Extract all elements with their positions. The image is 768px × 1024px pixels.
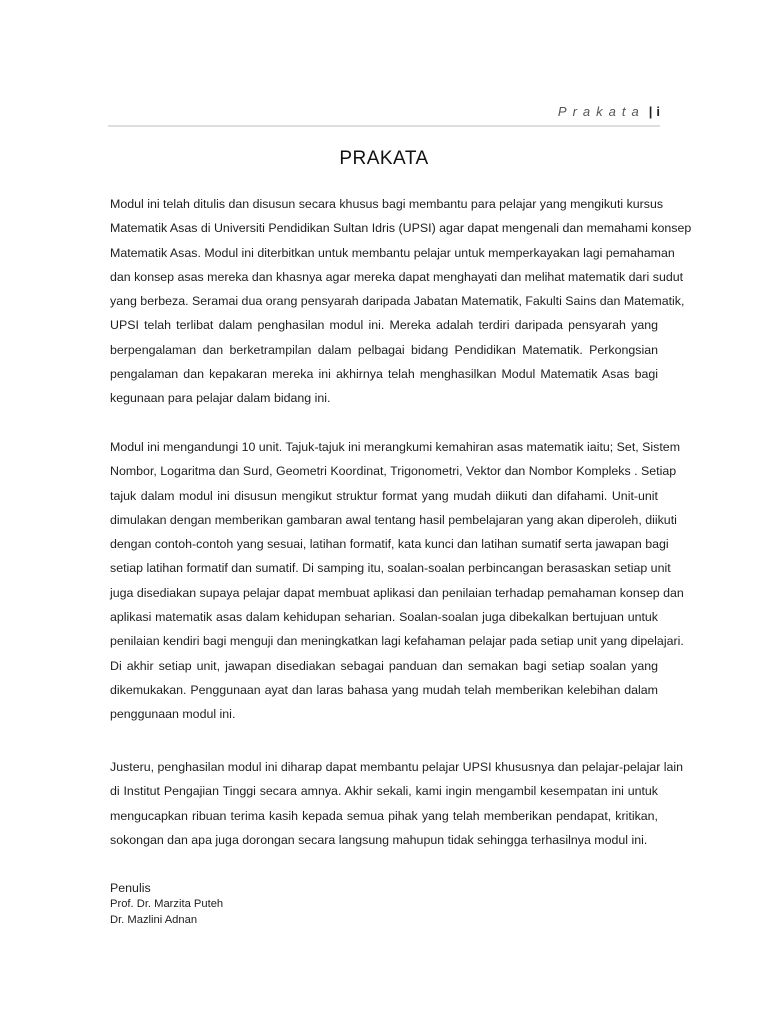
paragraph-line: aplikasi matematik asas dalam kehidupan seharian. Soalan-soalan juga dibekalkan bertujuan untuk [110,610,658,625]
header-separator: | [648,104,653,119]
paragraph-line: Di akhir setiap unit, jawapan disediakan sebagai panduan dan semakan bagi setiap soalan yang [110,658,658,673]
paragraph-introduction [110,192,692,411]
paragraph-line: UPSI telah terlibat dalam penghasilan modul ini. Mereka adalah terdiri daripada pensyarah yang [110,318,658,333]
paragraph-line: Modul ini telah ditulis dan disusun secara khusus bagi membantu para pelajar yang mengikuti kursus [110,197,664,211]
header-rule [108,125,660,127]
paragraph-line: dengan contoh-contoh yang sesuai, latihan formatif, kata kunci dan latihan sumatif serta jawapan bagi [110,537,669,552]
header-section-name: Prakata [557,104,645,119]
header-page-number: i [656,104,660,119]
paragraph-line: pengalaman dan kepakaran mereka ini akhirnya telah menghasilkan Modul Matematik Asas bagi [110,367,658,382]
paragraph-line: sokongan dan apa juga dorongan secara langsung mahupun tidak sehingga terhasilnya modul ini. [110,832,648,847]
paragraph-line: penilaian kendiri bagi menguji dan meningkatkan lagi kefahaman pelajar pada setiap unit yang dipelajari. [110,634,684,649]
page-title: PRAKATA [339,148,429,169]
paragraph-line: Justeru, penghasilan modul ini diharap dapat membantu pelajar UPSI khususnya dan pelajar-pelajar lain [110,760,684,774]
paragraph-content [110,435,684,727]
paragraph-line: Matematik Asas. Modul ini diterbitkan untuk membantu pelajar untuk memperkayakan lagi pemahaman [110,245,675,260]
paragraph-line: juga disediakan supaya pelajar dapat membuat aplikasi dan penilaian terhadap pemahaman konsep dan [110,585,684,600]
paragraph-line: penggunaan modul ini. [110,707,236,722]
author-name: Dr. Mazlini Adnan [110,914,198,926]
paragraph-closing [110,755,684,852]
paragraph-line: tajuk dalam modul ini disusun mengikut struktur format yang mudah diikuti dan difahami. Unit-unit [110,488,658,503]
paragraph-line: di Institut Pengajian Tinggi secara amnya. Akhir sekali, kami ingin mengambil kesempatan ini untuk [110,784,658,799]
paragraph-line: dikemukakan. Penggunaan ayat dan laras bahasa yang mudah telah memberikan kelebihan dalam [110,682,658,697]
signature-label: Penulis [110,881,151,895]
paragraph-line: Nombor, Logaritma dan Surd, Geometri Koordinat, Trigonometri, Vektor dan Nombor Kompleks . Setiap [110,464,677,479]
author-name: Prof. Dr. Marzita Puteh [110,898,224,910]
paragraph-line: berpengalaman dan berketrampilan dalam pelbagai bidang Pendidikan Matematik. Perkongsian [110,342,658,357]
paragraph-line: mengucapkan ribuan terima kasih kepada semua pihak yang telah memberikan pendapat, kritikan, [110,808,658,823]
paragraph-line: dimulakan dengan memberikan gambaran awal tentang hasil pembelajaran yang akan diperoleh, diikuti [110,512,677,527]
paragraph-line: yang berbeza. Seramai dua orang pensyarah daripada Jabatan Matematik, Fakulti Sains dan Matematik, [110,294,685,309]
running-header [558,104,660,119]
paragraph-line: Matematik Asas di Universiti Pendidikan Sultan Idris (UPSI) agar dapat mengenali dan memahami konsep [110,221,692,236]
signature-block [110,880,223,928]
paragraph-line: kegunaan para pelajar dalam bidang ini. [110,391,331,406]
paragraph-line: Modul ini mengandungi 10 unit. Tajuk-tajuk ini merangkumi kemahiran asas matematik iaitu; Set, Sistem [110,440,681,454]
paragraph-line: dan konsep asas mereka dan khasnya agar mereka dapat menghayati dan melihat matematik dari sudut [110,269,684,284]
paragraph-line: setiap latihan formatif dan sumatif. Di samping itu, soalan-soalan perbincangan berasaskan setiap unit [110,561,671,576]
